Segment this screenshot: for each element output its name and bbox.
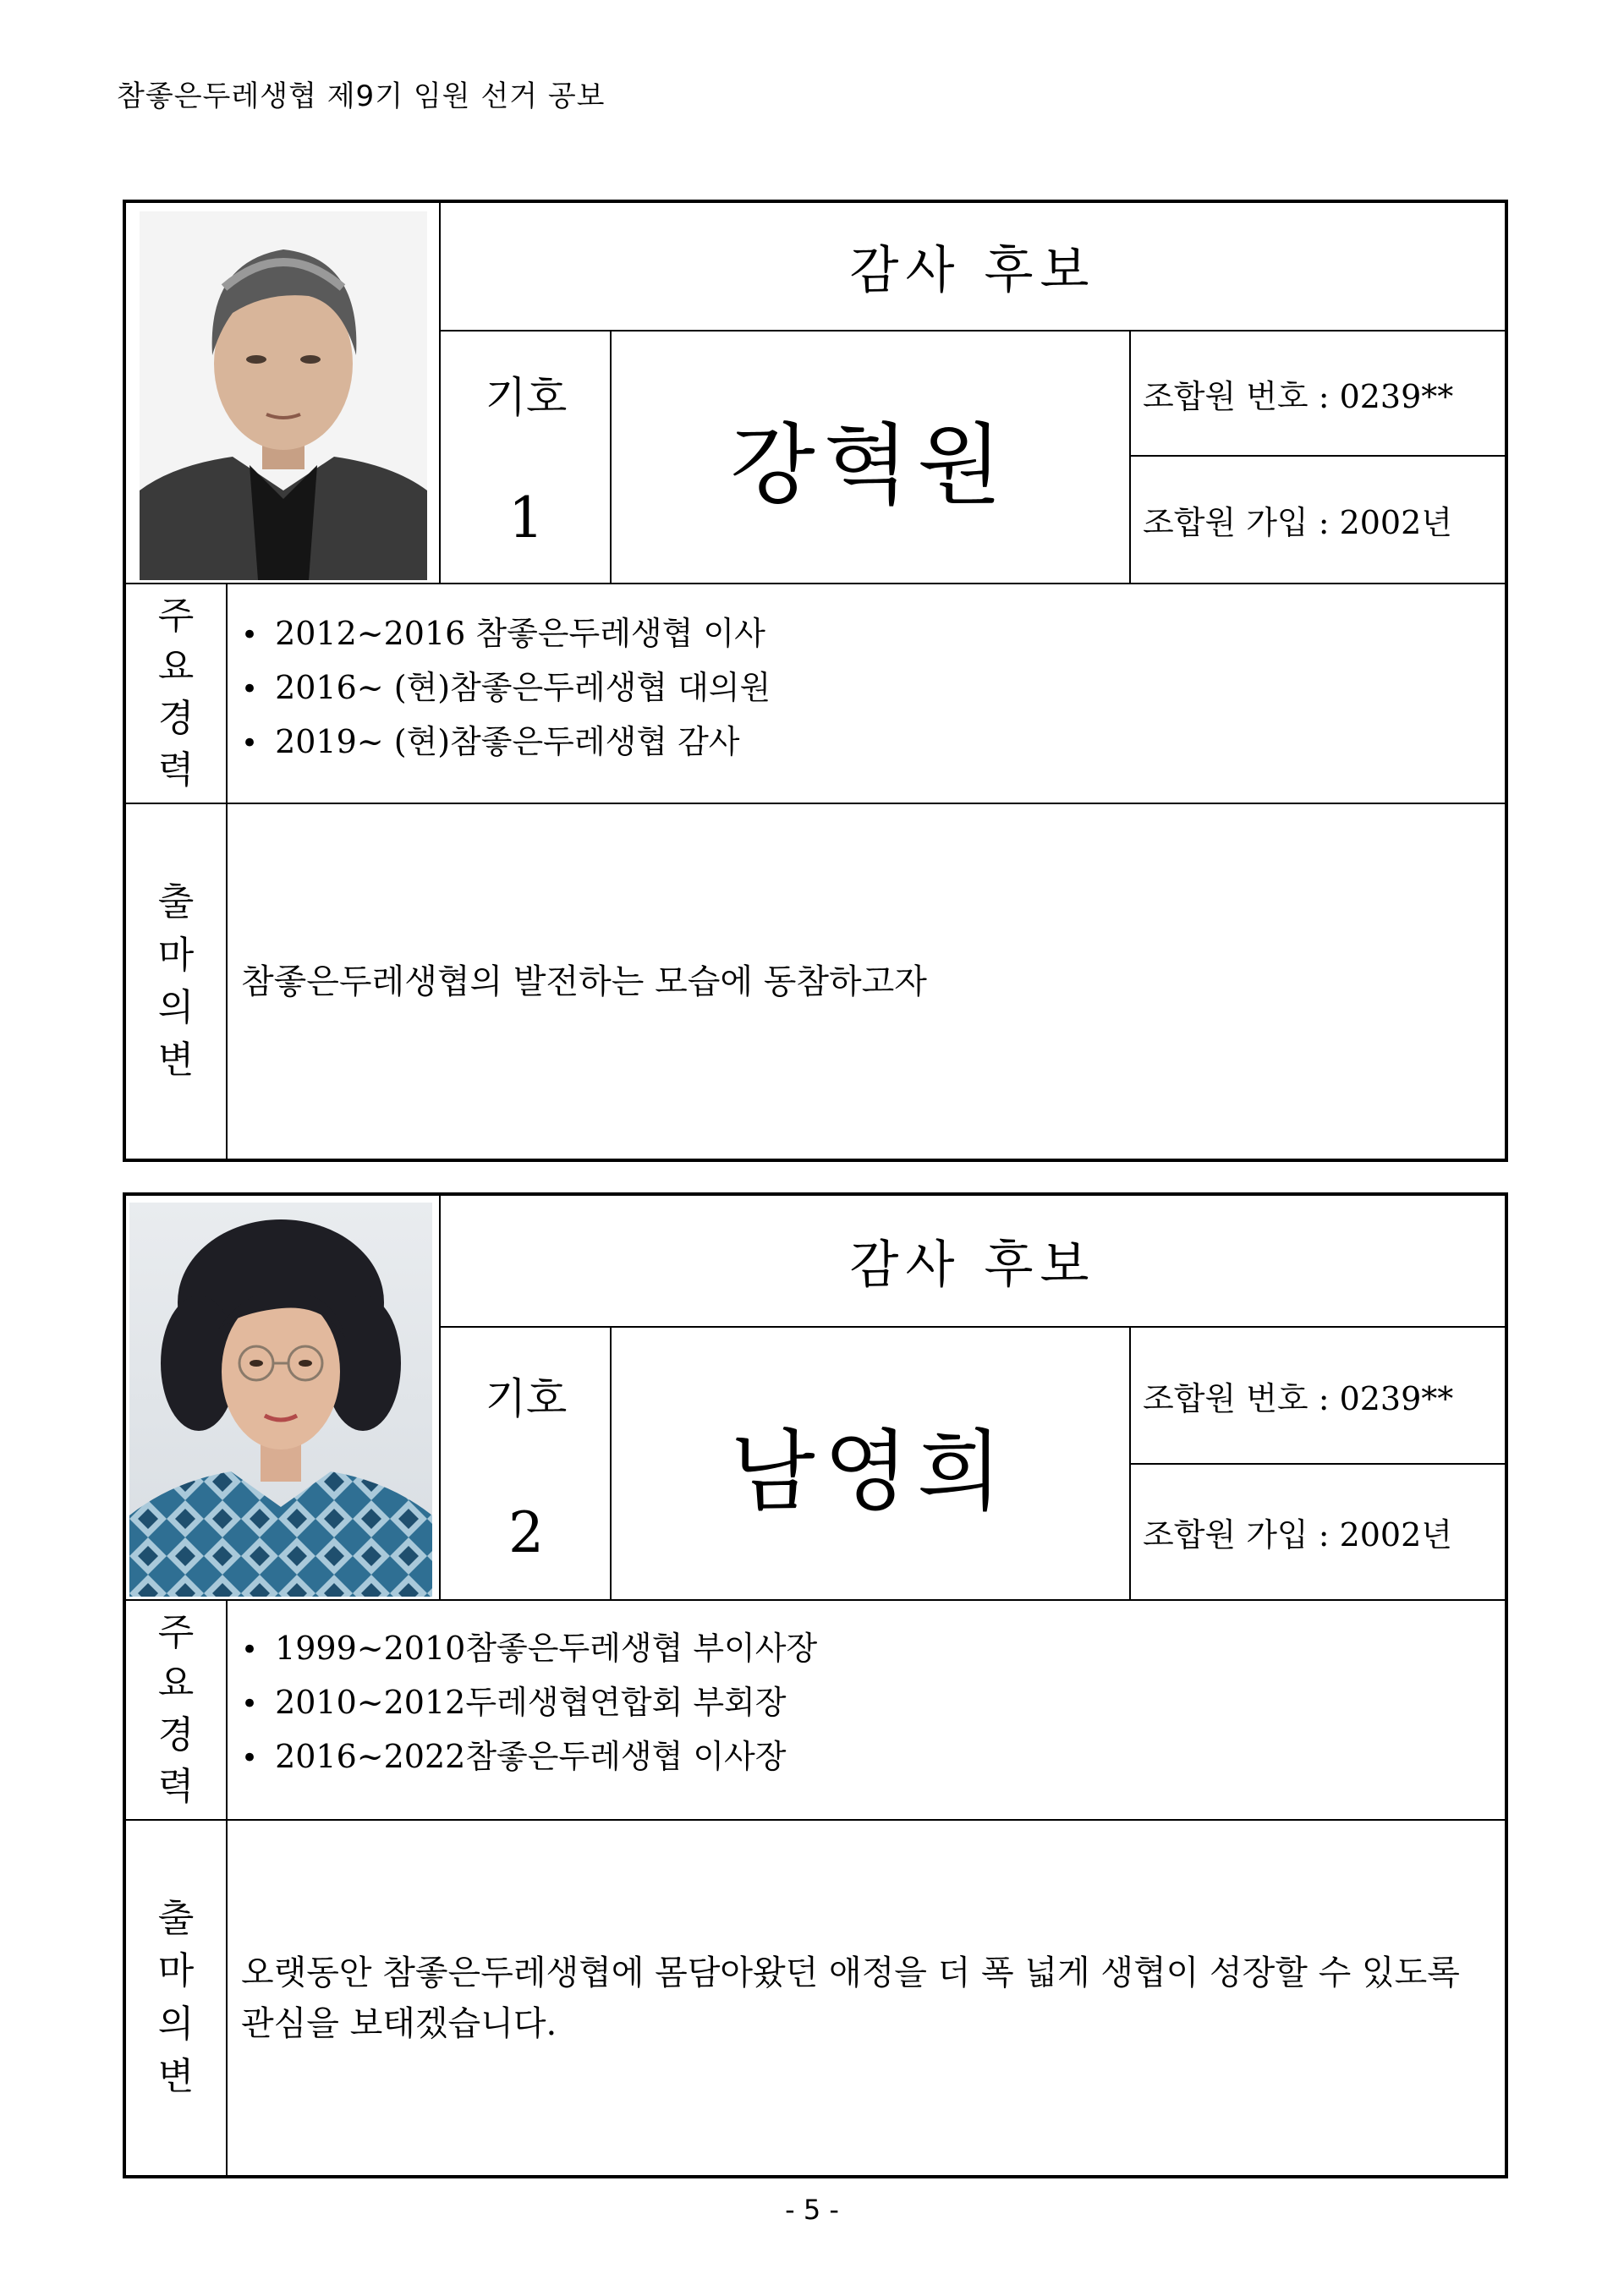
list-item: • 2010~2012두레생협연합회 부회장 (241, 1676, 1498, 1730)
career-label: 주 요 경 력 (157, 594, 195, 792)
symbol-label: 기호 (485, 1374, 568, 1423)
page-number: - 5 - (785, 2194, 839, 2226)
list-item: • 2012~2016 참좋은두레생협 이사 (241, 607, 1498, 661)
list-item: • 2016~2022참좋은두레생협 이사장 (241, 1730, 1498, 1784)
document-header: 참좋은두레생협 제9기 임원 선거 공보 (117, 79, 606, 113)
member-number: 조합원 번호 : 0239** (1143, 377, 1454, 415)
member-number: 조합원 번호 : 0239** (1143, 1379, 1454, 1417)
candidate-card-1 (123, 200, 1508, 1162)
career-list (229, 607, 1498, 770)
join-year: 조합원 가입 : 2002년 (1143, 1516, 1452, 1553)
speech-label: 출 마 의 변 (157, 880, 195, 1082)
list-item: • 2019~ (현)참좋은두레생협 감사 (241, 715, 1498, 770)
symbol-number: 2 (508, 1500, 544, 1565)
career-list (229, 1622, 1498, 1784)
role-title: 감사 후보 (849, 1236, 1096, 1295)
candidate-name: 강혁원 (730, 413, 1011, 517)
candidate-speech: 참좋은두레생협의 발전하는 모습에 동참하고자 (241, 962, 927, 1001)
symbol-label: 기호 (485, 373, 568, 422)
speech-label: 출 마 의 변 (157, 1896, 195, 2098)
career-label: 주 요 경 력 (157, 1610, 195, 1808)
candidate-photo (140, 211, 427, 580)
list-item: • 2016~ (현)참좋은두레생협 대의원 (241, 661, 1498, 715)
join-year: 조합원 가입 : 2002년 (1143, 504, 1452, 541)
role-title: 감사 후보 (849, 241, 1096, 300)
candidate-speech: 오랫동안 참좋은두레생협에 몸담아왔던 애정을 더 폭 넓게 생협이 성장할 수 있도록 관심을 보태겠습니다. (241, 1953, 1460, 2043)
candidate-card-2 (123, 1192, 1508, 2178)
candidate-name: 남영희 (730, 1419, 1011, 1523)
candidate-photo (129, 1203, 432, 1597)
list-item: • 1999~2010참좋은두레생협 부이사장 (241, 1622, 1498, 1676)
symbol-number: 1 (508, 485, 544, 551)
